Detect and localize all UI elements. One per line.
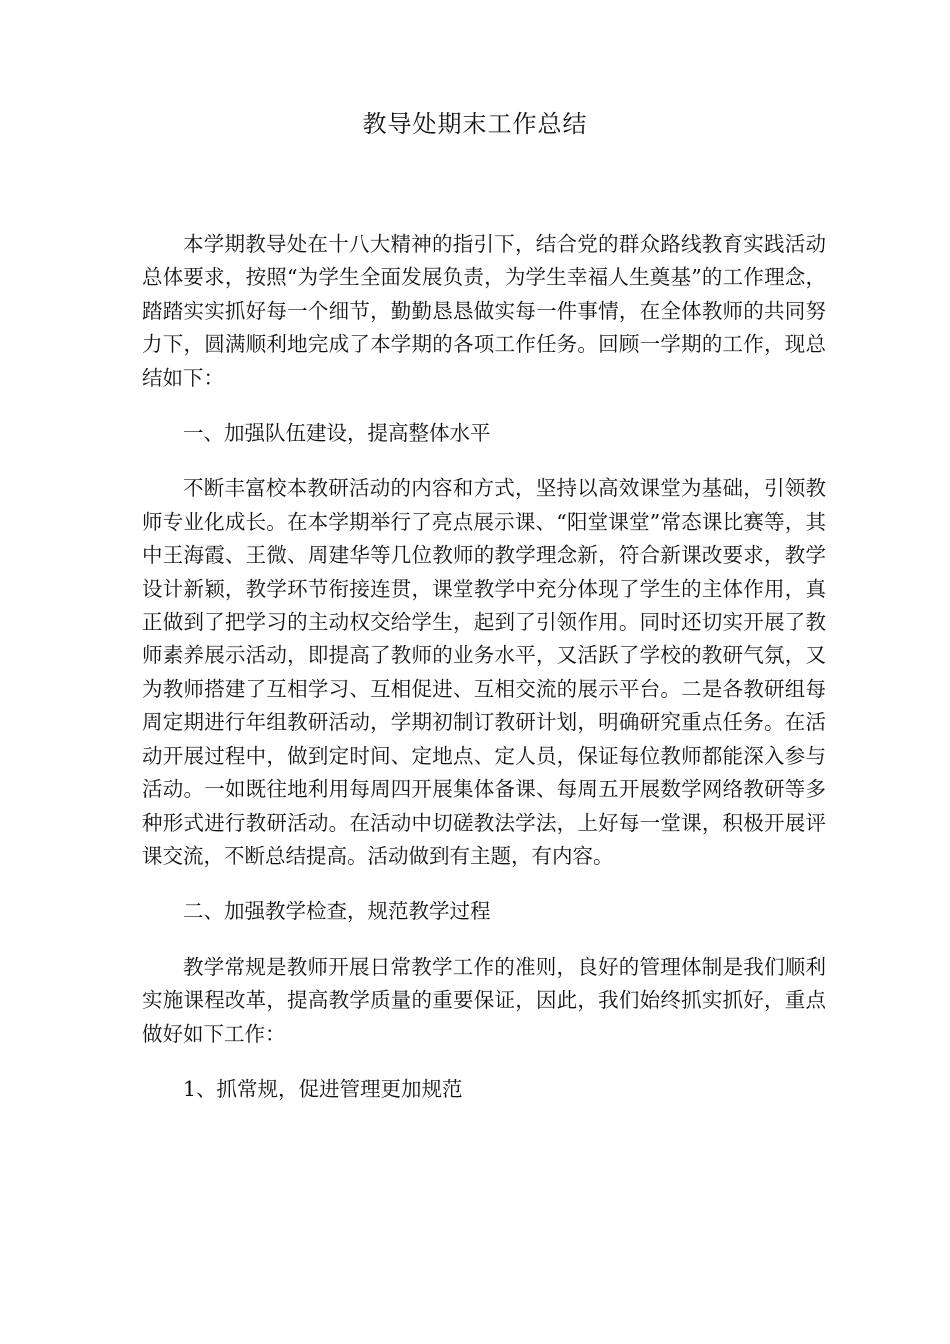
section-1-paragraph: 不断丰富校本教研活动的内容和方式，坚持以高效课堂为基础，引领教师专业化成长。在本学期举行了亮点展示课、“阳堂课堂”常态课比赛等，其中王海霞、王微、周建华等几位教师的教学理念新，符合新课改要求，教学设计新颖，教学环节衔接连贯，课堂教学中充分体现了学生的主体作用，真正做到了把学习的主动权交给学生，起到了引领作用。同时还切实开展了教师素养展示活动，即提高了教师的业务水平，又活跃了学校的教研气氛，又为教师搭建了互相学习、互相促进、互相交流的展示平台。二是各教研组每周定期进行年组教研活动，学期初制订教研计划，明确研究重点任务。在活动开展过程中，做到定时间、定地点、定人员，保证每位教师都能深入参与活动。一如既往地利用每周四开展集体备课、每周五开展数学网络教研等多种形式进行教研活动。在活动中切磋教法学法，上好每一堂课，积极开展评课交流，不断总结提高。活动做到有主题，有内容。 (142, 476, 826, 868)
section-heading-2: 二、加强教学检查，规范教学过程 (183, 899, 491, 924)
subsection-heading-1: 1、抓常规，促进管理更加规范 (183, 1076, 463, 1101)
document-title: 教导处期末工作总结 (362, 110, 588, 138)
intro-paragraph: 本学期教导处在十八大精神的指引下，结合党的群众路线教育实践活动总体要求，按照“为学生全面发展负责，为学生幸福人生奠基”的工作理念，踏踏实实抓好每一个细节，勤勤恳恳做实每一件事情，在全体教师的共同努力下，圆满顺利地完成了本学期的各项工作任务。回顾一学期的工作，现总结如下： (142, 232, 826, 390)
document-body (142, 228, 826, 1128)
section-heading-1: 一、加强队伍建设，提高整体水平 (183, 421, 491, 446)
section-2-paragraph: 教学常规是教师开展日常教学工作的准则，良好的管理体制是我们顺利实施课程改革，提高教学质量的重要保证，因此，我们始终抓实抓好，重点做好如下工作： (142, 954, 826, 1046)
